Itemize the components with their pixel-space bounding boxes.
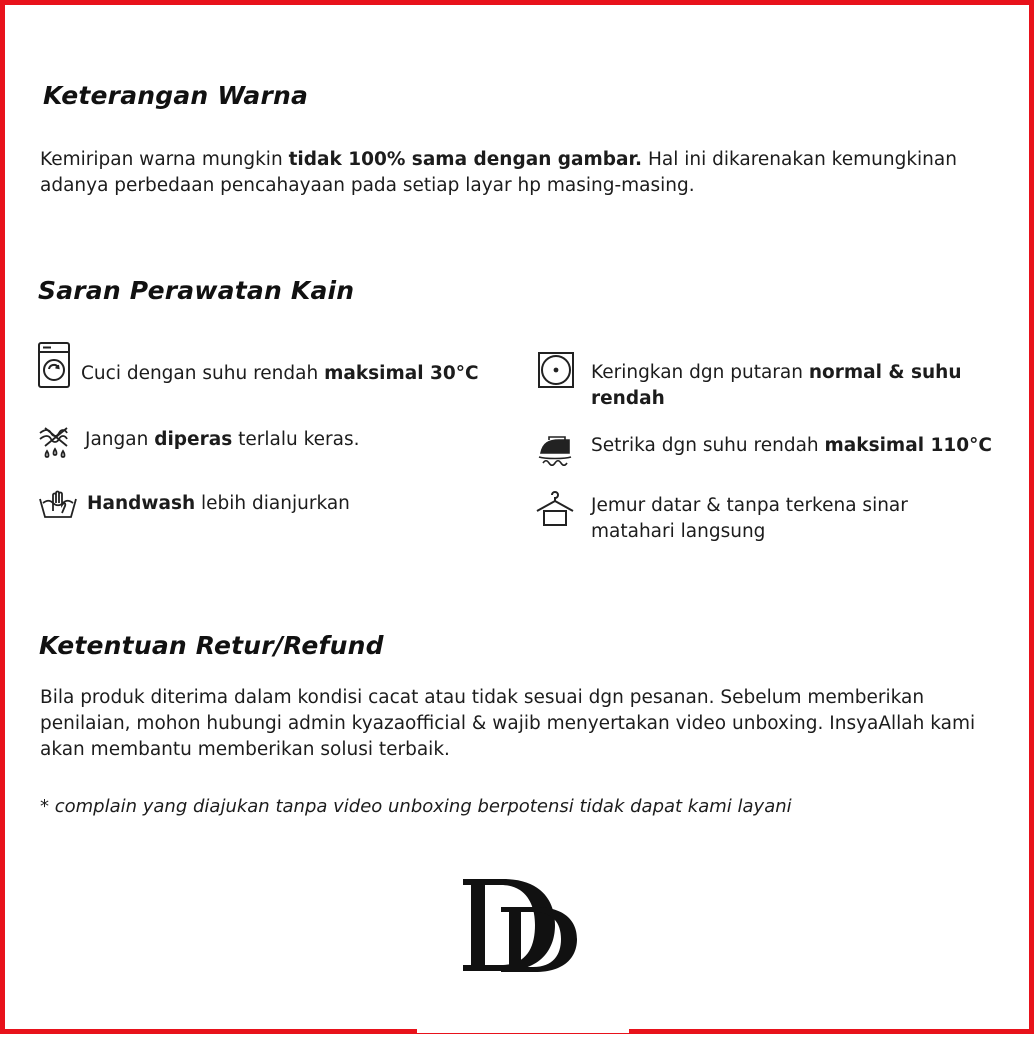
care-item-wash-bold: maksimal 30°C (324, 363, 479, 384)
handwash-icon (37, 489, 81, 521)
brand-logo (417, 827, 629, 1033)
care-item-wash-text (81, 341, 479, 387)
care-item-handwash-text (87, 489, 350, 517)
care-item-wring-text (85, 425, 359, 453)
hanger-icon (535, 489, 577, 529)
care-item-wring (37, 425, 517, 461)
care-item-dry-bold: normal & suhu rendah (591, 362, 962, 409)
care-item-iron-text (591, 433, 992, 459)
care-item-dry-text (591, 351, 991, 412)
care-item-wring-pre: Jangan (85, 429, 155, 450)
care-item-hang-text (591, 489, 991, 545)
care-item-hang-pre: Jemur datar & tanpa terkena sinar matahari langsung (591, 495, 908, 542)
care-item-iron-bold: maksimal 110°C (824, 435, 992, 456)
care-item-handwash (37, 489, 517, 521)
care-item-dry (537, 351, 1007, 412)
care-item-iron (535, 433, 1009, 469)
do-not-wring-icon (37, 425, 79, 461)
care-item-wring-post: terlalu keras. (232, 429, 360, 450)
dd-monogram-logo (417, 827, 629, 1033)
care-item-iron-pre: Setrika dgn suhu rendah (591, 435, 825, 456)
iron-icon (535, 433, 577, 469)
care-item-handwash-post: lebih dianjurkan (195, 493, 350, 514)
tumble-dry-icon (537, 351, 577, 391)
color-note-text-2: Hal ini dikarenakan kemungkinan adanya perbedaan pencahayaan pada setiap layar hp masing-masing. (40, 149, 957, 196)
care-item-wash-pre: Cuci dengan suhu rendah (81, 363, 325, 384)
color-note-text (40, 147, 1000, 199)
refund-heading: Ketentuan Retur/Refund (39, 631, 384, 660)
color-note-heading: Keterangan Warna (43, 81, 309, 110)
color-note-text-bold: tidak 100% sama dengan gambar. (288, 149, 643, 170)
color-note-text-1: Kemiripan warna mungkin (40, 149, 289, 170)
care-item-wring-bold: diperas (154, 429, 233, 450)
care-item-hang (535, 489, 1009, 545)
care-item-wash (37, 341, 517, 389)
refund-note: * complain yang diajukan tanpa video unboxing berpotensi tidak dapat kami layani (40, 796, 792, 817)
refund-text: Bila produk diterima dalam kondisi cacat atau tidak sesuai dgn pesanan. Sebelum memberikan penilaian, mohon hubungi admin kyazaofficial & wajib menyertakan video unboxing. InsyaAllah kami akan membantu memberikan solusi terbaik. (40, 687, 976, 760)
washing-machine-icon (37, 341, 73, 389)
care-item-dry-pre: Keringkan dgn putaran (591, 362, 809, 383)
care-heading: Saran Perawatan Kain (38, 276, 355, 305)
care-item-handwash-bold: Handwash (87, 493, 196, 514)
